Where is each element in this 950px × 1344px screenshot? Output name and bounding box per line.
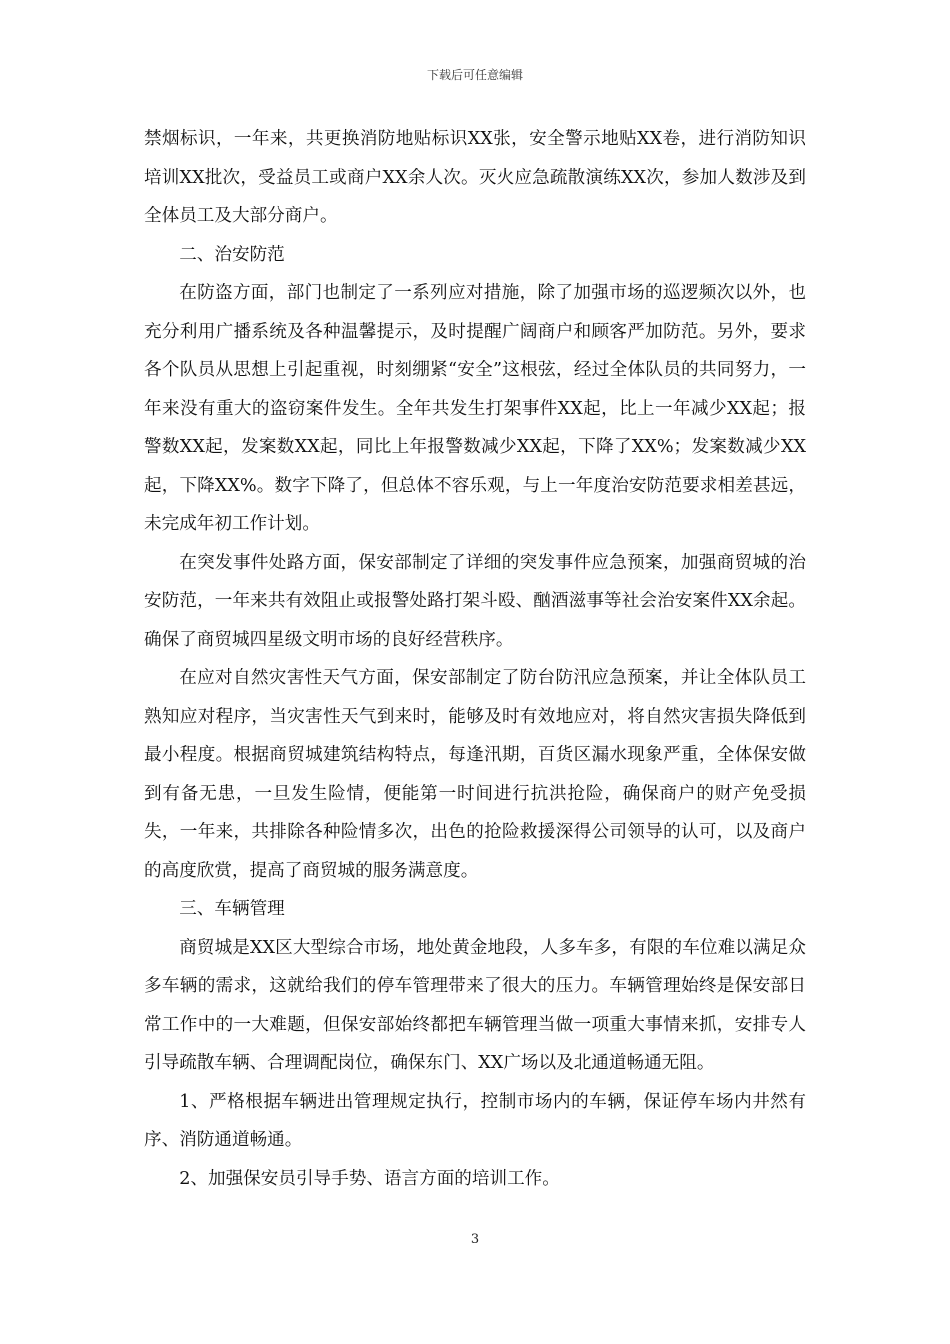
page-number: 3	[470, 1232, 480, 1247]
list-item-2: 2、加强保安员引导手势、语言方面的培训工作。	[179, 1168, 560, 1189]
list-item-1: 1、严格根据车辆进出管理规定执行，控制市场内的车辆，保证停车场内井然有序、消防通道畅通。	[144, 1091, 806, 1150]
section-heading-public-security: 二、治安防范	[179, 244, 285, 265]
paragraph-vehicle-management: 商贸城是XX区大型综合市场，地处黄金地段，人多车多，有限的车位难以满足众多车辆的需求，这就给我们的停车管理带来了很大的压力。车辆管理始终是保安部日常工作中的一大难题，但保安部始终都把车辆管理当做一项重大事情来抓，安排专人引导疏散车辆、合理调配岗位，确保东门、XX广场以及北通道畅通无阻。	[144, 937, 806, 1073]
paragraph-fire-safety-continued: 禁烟标识，一年来，共更换消防地贴标识XX张，安全警示地贴XX卷，进行消防知识培训XX批次，受益员工或商户XX余人次。灭火应急疏散演练XX次，参加人数涉及到全体员工及大部分商户。	[144, 129, 806, 226]
section-heading-vehicle-management: 三、车辆管理	[179, 899, 285, 919]
document-body	[144, 120, 806, 1198]
paragraph-natural-disaster: 在应对自然灾害性天气方面，保安部制定了防台防汛应急预案，并让全体队员工熟知应对程序，当灾害性天气到来时，能够及时有效地应对，将自然灾害损失降低到最小程度。根据商贸城建筑结构特点，每逢汛期，百货区漏水现象严重，全体保安做到有备无患，一旦发生险情，便能第一时间进行抗洪抢险，确保商户的财产免受损失，一年来，共排除各种险情多次，出色的抢险救援深得公司领导的认可，以及商户的高度欣赏，提高了商贸城的服务满意度。	[144, 668, 806, 881]
paragraph-theft-prevention: 在防盗方面，部门也制定了一系列应对措施，除了加强市场的巡逻频次以外，也充分利用广播系统及各种温馨提示，及时提醒广阔商户和顾客严加防范。另外，要求各个队员从思想上引起重视，时刻绷紧“安全”这根弦，经过全体队员的共同努力，一年来没有重大的盗窃案件发生。全年共发生打架事件XX起，比上一年减少XX起；报警数XX起，发案数XX起，同比上年报警数减少XX起，下降了XX%；发案数减少XX起，下降XX%。数字下降了，但总体不容乐观，与上一年度治安防范要求相差甚远，未完成年初工作计划。	[144, 283, 806, 534]
paragraph-emergency-handling: 在突发事件处路方面，保安部制定了详细的突发事件应急预案，加强商贸城的治安防范，一年来共有效阻止或报警处路打架斗殴、酗酒滋事等社会治安案件XX余起。确保了商贸城四星级文明市场的良好经营秩序。	[144, 552, 806, 650]
page-header: 下载后可任意编辑	[426, 68, 523, 82]
